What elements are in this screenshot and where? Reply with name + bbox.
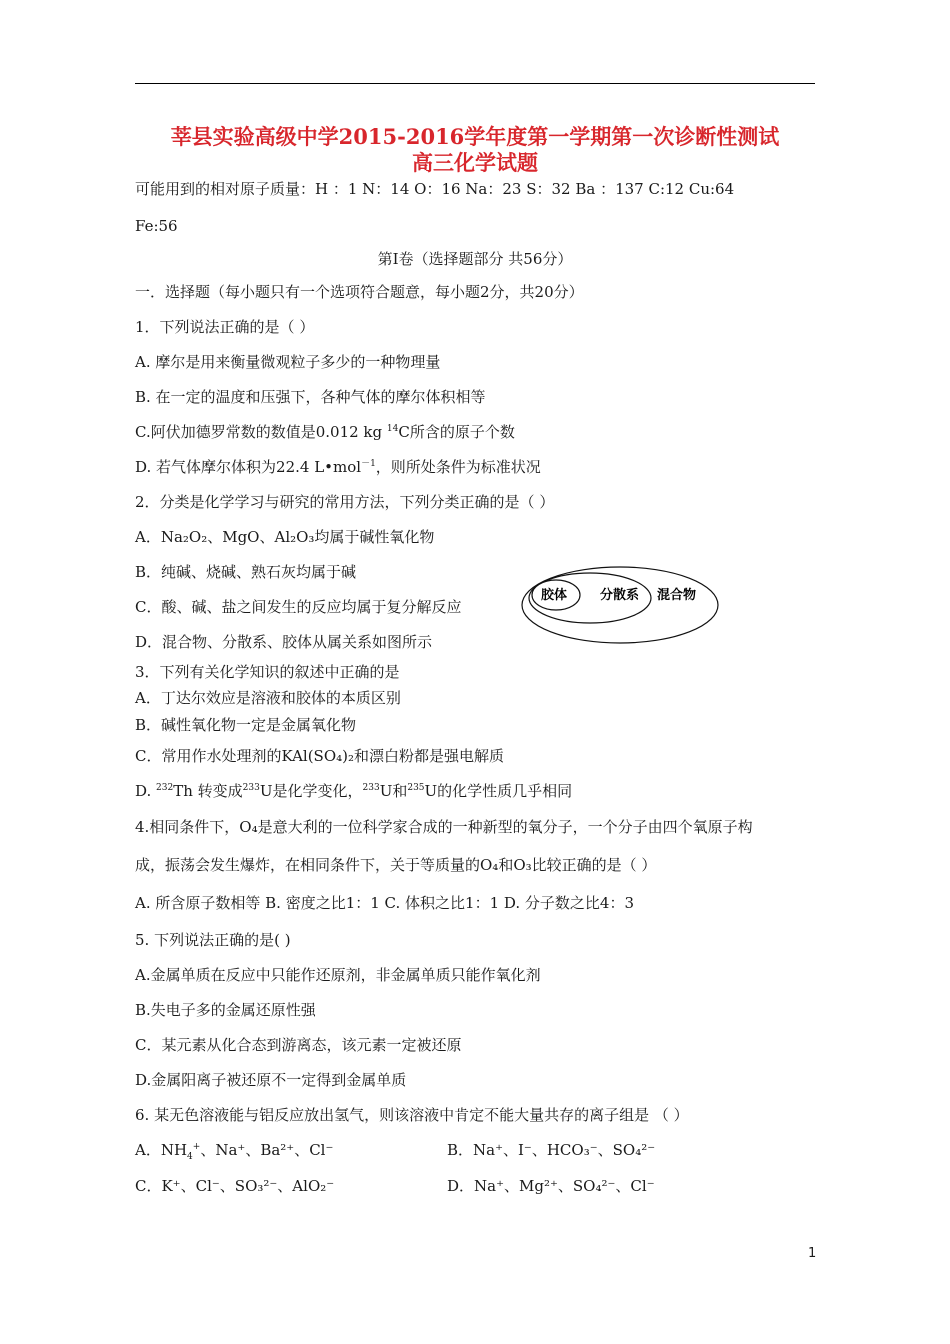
label-dispersion: 分散系	[600, 588, 640, 603]
question-6-option-d: D．Na⁺、Mg²⁺、SO₄²⁻、Cl⁻	[447, 1177, 655, 1195]
question-1-option-d: D. 若气体摩尔体积为22.4 L•mol$^{-1}$，则所处条件为标准状况	[135, 458, 541, 476]
atomic-mass-line-cont: Fe:56	[135, 217, 178, 235]
part-instructions: 一．选择题（每小题只有一个选项符合题意，每小题2分，共20分）	[135, 283, 584, 301]
question-2-option-d: D．混合物、分散系、胶体从属关系如图所示	[135, 633, 433, 651]
question-4-options: A. 所含原子数相等 B. 密度之比1：1 C. 体积之比1：1 D. 分子数之比4：3	[135, 894, 635, 912]
question-4-stem-cont: 成，振荡会发生爆炸，在相同条件下，关于等质量的O₄和O₃比较正确的是（ ）	[135, 856, 657, 874]
question-5-stem: 5. 下列说法正确的是( )	[135, 931, 291, 949]
header-rule	[135, 83, 815, 84]
question-6-option-a: A．$NH_4^+$、Na⁺、Ba²⁺、Cl⁻	[135, 1141, 334, 1162]
question-5-option-b: B.失电子多的金属还原性强	[135, 1001, 316, 1019]
question-2-option-b: B．纯碱、烧碱、熟石灰均属于碱	[135, 563, 357, 581]
page-number: 1	[808, 1246, 817, 1261]
question-6-stem: 6. 某无色溶液能与铝反应放出氢气，则该溶液中肯定不能大量共存的离子组是 （ ）	[135, 1106, 689, 1124]
question-5-option-c: C．某元素从化合态到游离态，该元素一定被还原	[135, 1036, 462, 1054]
question-2-option-c: C．酸、碱、盐之间发生的反应均属于复分解反应	[135, 598, 462, 616]
section-title: 第Ⅰ卷（选择题部分 共56分）	[377, 250, 573, 268]
label-mixture: 混合物	[657, 588, 697, 603]
question-3-option-c: C．常用作水处理剂的KAl(SO₄)₂和漂白粉都是强电解质	[135, 747, 505, 765]
label-colloid: 胶体	[541, 588, 568, 603]
question-1-option-b: B. 在一定的温度和压强下，各种气体的摩尔体积相等	[135, 388, 486, 406]
classification-diagram	[520, 565, 720, 645]
question-1-option-c: C.阿伏加德罗常数的数值是0.012 kg $^{14}$C所含的原子个数	[135, 423, 515, 441]
question-5-option-a: A.金属单质在反应中只能作还原剂，非金属单质只能作氧化剂	[135, 966, 541, 984]
question-1-option-a: A. 摩尔是用来衡量微观粒子多少的一种物理量	[135, 353, 441, 371]
question-3-stem: 3．下列有关化学知识的叙述中正确的是	[135, 663, 400, 681]
question-4-stem: 4.相同条件下，O₄是意大利的一位科学家合成的一种新型的氧分子，一个分子由四个氧原子构	[135, 818, 753, 836]
atomic-mass-line: 可能用到的相对原子质量：H ：1 N：14 O：16 Na：23 S：32 Ba ：137 C:12 Cu:64	[135, 180, 735, 198]
question-2-option-a: A．Na₂O₂、MgO、Al₂O₃均属于碱性氧化物	[135, 528, 435, 546]
question-5-option-d: D.金属阳离子被还原不一定得到金属单质	[135, 1071, 407, 1089]
question-2-stem: 2．分类是化学学习与研究的常用方法，下列分类正确的是（ ）	[135, 493, 555, 511]
question-3-option-a: A．丁达尔效应是溶液和胶体的本质区别	[135, 689, 401, 707]
question-3-option-d: D. $^{232}$Th 转变成$^{233}$U是化学变化，$^{233}$U和$^{235}$U的化学性质几乎相同	[135, 782, 573, 800]
exam-title: 莘县实验高级中学2015-2016学年度第一学期第一次诊断性测试	[170, 124, 780, 149]
question-3-option-b: B．碱性氧化物一定是金属氧化物	[135, 716, 357, 734]
question-6-option-c: C．K⁺、Cl⁻、SO₃²⁻、AlO₂⁻	[135, 1177, 335, 1195]
exam-subtitle: 高三化学试题	[412, 150, 538, 175]
question-1-stem: 1．下列说法正确的是（ ）	[135, 318, 315, 336]
question-6-option-b: B．Na⁺、I⁻、HCO₃⁻、SO₄²⁻	[447, 1141, 656, 1159]
